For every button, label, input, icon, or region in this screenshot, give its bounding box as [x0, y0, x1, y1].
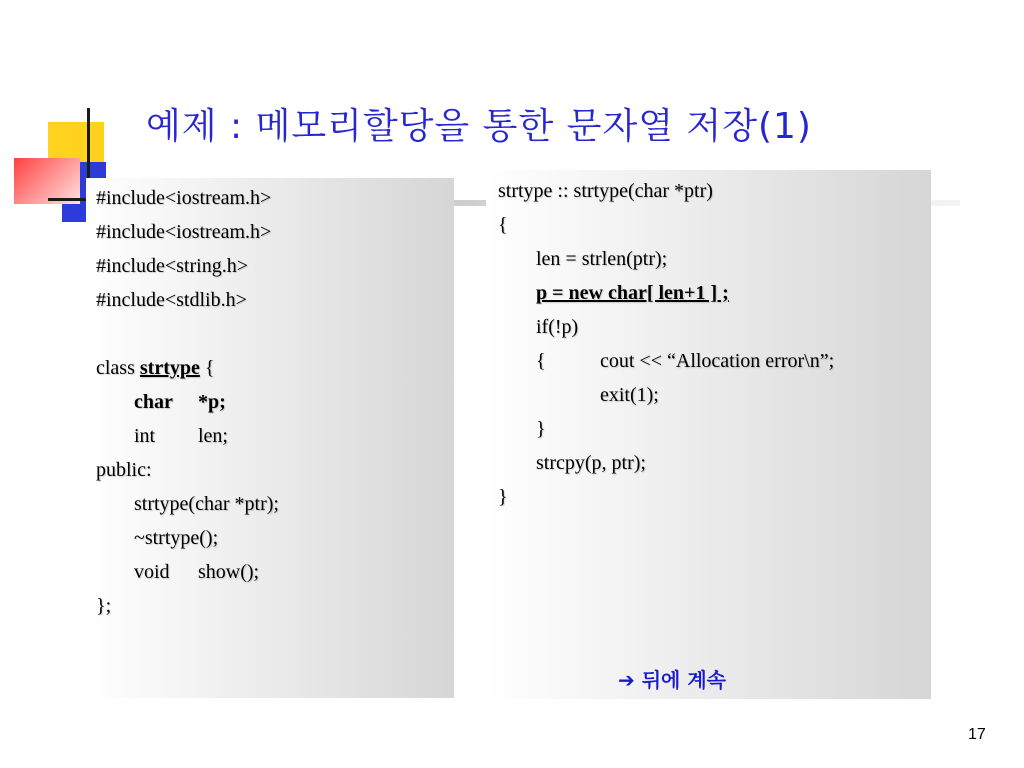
page-number: 17: [968, 726, 986, 743]
code-line: #include<string.h>: [96, 255, 248, 277]
constructor-definition-panel: [486, 170, 931, 699]
code-line-show: [96, 555, 279, 589]
code-line-block-close: }: [536, 418, 546, 440]
code-line-exit: exit(1);: [600, 384, 659, 406]
code-line-cout: [498, 344, 834, 378]
code-line-public: public:: [96, 459, 152, 481]
code-line-strcpy: strcpy(p, ptr);: [536, 452, 646, 474]
member-type: int: [134, 425, 156, 447]
member-name: len;: [198, 425, 228, 447]
class-declaration-panel: [86, 178, 454, 698]
code-line-strlen: len = strlen(ptr);: [536, 248, 668, 270]
class-declaration-code: [96, 181, 279, 623]
code-line-member-pointer: [96, 385, 279, 419]
code-line: #include<iostream.h>: [96, 187, 272, 209]
code-line: #include<stdlib.h>: [96, 289, 247, 311]
continue-note: [618, 664, 726, 693]
code-line-constructor: strtype(char *ptr);: [134, 493, 279, 515]
code-line-new-char: p = new char[ len+1 ] ;: [536, 282, 729, 304]
code-line-close-brace: }: [498, 486, 508, 508]
slide-title: 예제 : 메모리할당을 통한 문자열 저장(1): [146, 106, 812, 147]
block-open-brace: {: [536, 350, 546, 372]
cout-statement: cout << “Allocation error\n”;: [600, 350, 835, 372]
code-line: #include<iostream.h>: [96, 221, 272, 243]
arrow-right-icon: ➔: [618, 668, 635, 692]
code-line-open-brace: {: [498, 214, 508, 236]
class-open-brace: {: [199, 357, 215, 379]
member-type: char: [134, 391, 173, 413]
constructor-definition-code: [498, 174, 834, 514]
method-name: show();: [198, 561, 260, 583]
code-line-member-len: [96, 419, 279, 453]
continue-text: 뒤에 계속: [641, 668, 726, 692]
method-return-type: void: [134, 561, 170, 583]
blank-line: [96, 317, 279, 351]
code-line-destructor: ~strtype();: [134, 527, 219, 549]
class-keyword: class: [96, 357, 140, 379]
code-line-class: [96, 351, 279, 385]
code-line-signature: strtype :: strtype(char *ptr): [498, 180, 713, 202]
class-name: strtype: [139, 357, 200, 379]
code-line-close: };: [96, 595, 112, 617]
code-line-if: if(!p): [536, 316, 579, 338]
member-name: *p;: [198, 391, 226, 413]
